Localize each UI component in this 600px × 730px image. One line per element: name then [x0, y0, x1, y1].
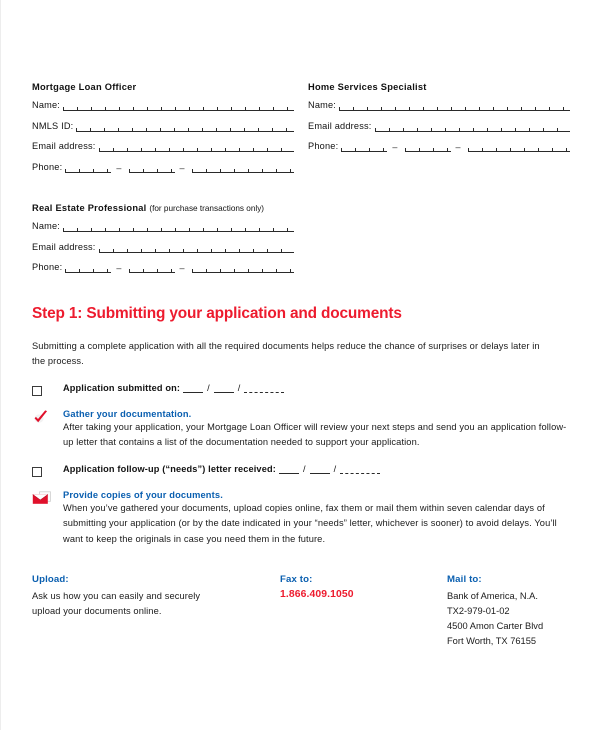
red-check-icon: [32, 410, 49, 425]
phone-number-line[interactable]: [192, 163, 294, 173]
contact-row-bottom: [32, 203, 570, 282]
checklist-item-provide-copies: [32, 490, 570, 548]
checklist-item-title: Provide copies of your documents.: [63, 489, 223, 500]
checklist-content: [63, 409, 570, 451]
checklist-label-row: [63, 464, 383, 474]
contact-block-real-estate-professional: [32, 203, 294, 282]
field-label: Phone:: [32, 262, 63, 272]
fax-heading: Fax to:: [280, 573, 313, 585]
date-day-blank[interactable]: [214, 384, 234, 393]
red-envelope-icon: [32, 491, 52, 506]
checklist-item-followup-letter: [32, 464, 570, 477]
upload-line-1: Ask us how you can easily and securely: [32, 590, 201, 601]
field-phone: [32, 161, 294, 173]
contact-title: Home Services Specialist: [308, 82, 427, 92]
field-name: [308, 99, 570, 111]
checkbox-marker[interactable]: [32, 464, 63, 477]
step-intro-paragraph: Submitting a complete application with all the required documents helps reduce the chance of surprises or delays later in the process.: [32, 340, 540, 367]
phone-dash: –: [455, 142, 461, 152]
contact-title-text: Real Estate Professional: [32, 203, 147, 213]
date-day-blank[interactable]: [310, 465, 330, 474]
field-phone: [32, 261, 294, 273]
phone-area-code-line[interactable]: [65, 163, 111, 173]
contact-block-home-services-specialist: [308, 82, 570, 181]
upload-column: [32, 574, 280, 650]
check-icon-marker: [32, 409, 63, 425]
field-label: Phone:: [32, 161, 63, 172]
phone-area-code-line[interactable]: [65, 263, 111, 273]
field-email-address: [32, 140, 294, 152]
checklist-content: [63, 490, 570, 548]
field-nmls-id: [32, 120, 294, 132]
phone-dash: –: [179, 162, 185, 173]
phone-dash: –: [392, 142, 398, 152]
field-input-line[interactable]: [63, 101, 294, 111]
checkbox-icon[interactable]: [32, 386, 42, 396]
field-email-address: [32, 241, 294, 253]
contact-title: [32, 203, 294, 213]
step-heading: Step 1: Submitting your application and documents: [32, 304, 402, 322]
checkbox-icon[interactable]: [32, 467, 42, 477]
mail-address-line: Bank of America, N.A.: [447, 590, 538, 601]
phone-number-line[interactable]: [468, 142, 570, 152]
contact-row-spacer: [308, 203, 570, 282]
field-label: Phone:: [308, 141, 339, 151]
checklist-item-title: Gather your documentation.: [63, 408, 192, 419]
checklist-label: Application follow-up (“needs”) letter received:: [63, 463, 276, 474]
field-name: [32, 220, 294, 232]
field-input-line[interactable]: [99, 142, 294, 152]
mail-heading: Mail to:: [447, 573, 482, 585]
upload-heading: Upload:: [32, 573, 69, 585]
mail-address-line: TX2-979-01-02: [447, 605, 510, 616]
field-input-line[interactable]: [63, 222, 294, 232]
field-email-address: [308, 120, 570, 132]
field-label: Email address:: [32, 241, 96, 252]
field-label: Name:: [32, 221, 61, 231]
phone-area-code-line[interactable]: [341, 142, 387, 152]
field-input-line[interactable]: [99, 243, 294, 253]
checklist-item-body: After taking your application, your Mortgage Loan Officer will review your next steps and send you an application follow-up letter that contains a list of the documentation needed to support your application.: [63, 421, 567, 448]
checklist-item-application-submitted: [32, 383, 570, 396]
fax-column: [280, 574, 447, 650]
phone-dash: –: [116, 162, 122, 173]
phone-number-line[interactable]: [192, 263, 294, 273]
envelope-icon-marker: [32, 490, 63, 506]
field-label: Name:: [32, 100, 61, 110]
field-label: Email address:: [32, 141, 96, 151]
date-month-blank[interactable]: [183, 384, 203, 393]
upload-line-2: upload your documents online.: [32, 606, 162, 617]
mail-address-line: Fort Worth, TX 76155: [447, 636, 537, 647]
mail-column: [447, 574, 567, 650]
date-slash: /: [237, 382, 241, 393]
document-body: [32, 82, 570, 649]
date-year-blank[interactable]: [340, 465, 380, 474]
phone-prefix-line[interactable]: [129, 163, 175, 173]
contact-title-note: (for purchase transactions only): [149, 204, 265, 213]
phone-prefix-line[interactable]: [129, 263, 175, 273]
phone-dash: –: [116, 263, 122, 273]
contact-row-top: [32, 82, 570, 181]
checklist-item-body: When you’ve gathered your documents, upload copies online, fax them or mail them within seven calendar days of submitting your application (or by the date indicated in your “needs” letter, whichever is sooner) to avoid delays. You’ll want to keep the originals in case you need them in the future.: [63, 502, 557, 545]
field-input-line[interactable]: [339, 101, 570, 111]
date-slash: /: [207, 382, 210, 393]
date-month-blank[interactable]: [279, 465, 299, 474]
checklist-item-gather-documentation: [32, 409, 570, 451]
contact-title: Mortgage Loan Officer: [32, 82, 137, 92]
phone-dash: –: [179, 263, 185, 273]
field-label: NMLS ID:: [32, 120, 74, 131]
contact-block-mortgage-loan-officer: [32, 82, 294, 181]
contact-methods-row: [32, 574, 570, 650]
field-name: [32, 99, 294, 111]
date-slash: /: [302, 463, 306, 474]
checkbox-marker[interactable]: [32, 383, 63, 396]
field-input-line[interactable]: [76, 122, 294, 132]
date-slash: /: [333, 463, 337, 474]
checklist-label-row: [63, 383, 287, 393]
field-input-line[interactable]: [375, 122, 570, 132]
checklist-label: Application submitted on:: [63, 382, 181, 393]
field-phone: [308, 140, 570, 152]
date-year-blank[interactable]: [244, 384, 284, 393]
phone-prefix-line[interactable]: [405, 142, 451, 152]
mail-address-line: 4500 Amon Carter Blvd: [447, 621, 544, 632]
fax-number: 1.866.409.1050: [280, 588, 354, 600]
field-label: Email address:: [308, 120, 372, 131]
field-label: Name:: [308, 100, 337, 110]
